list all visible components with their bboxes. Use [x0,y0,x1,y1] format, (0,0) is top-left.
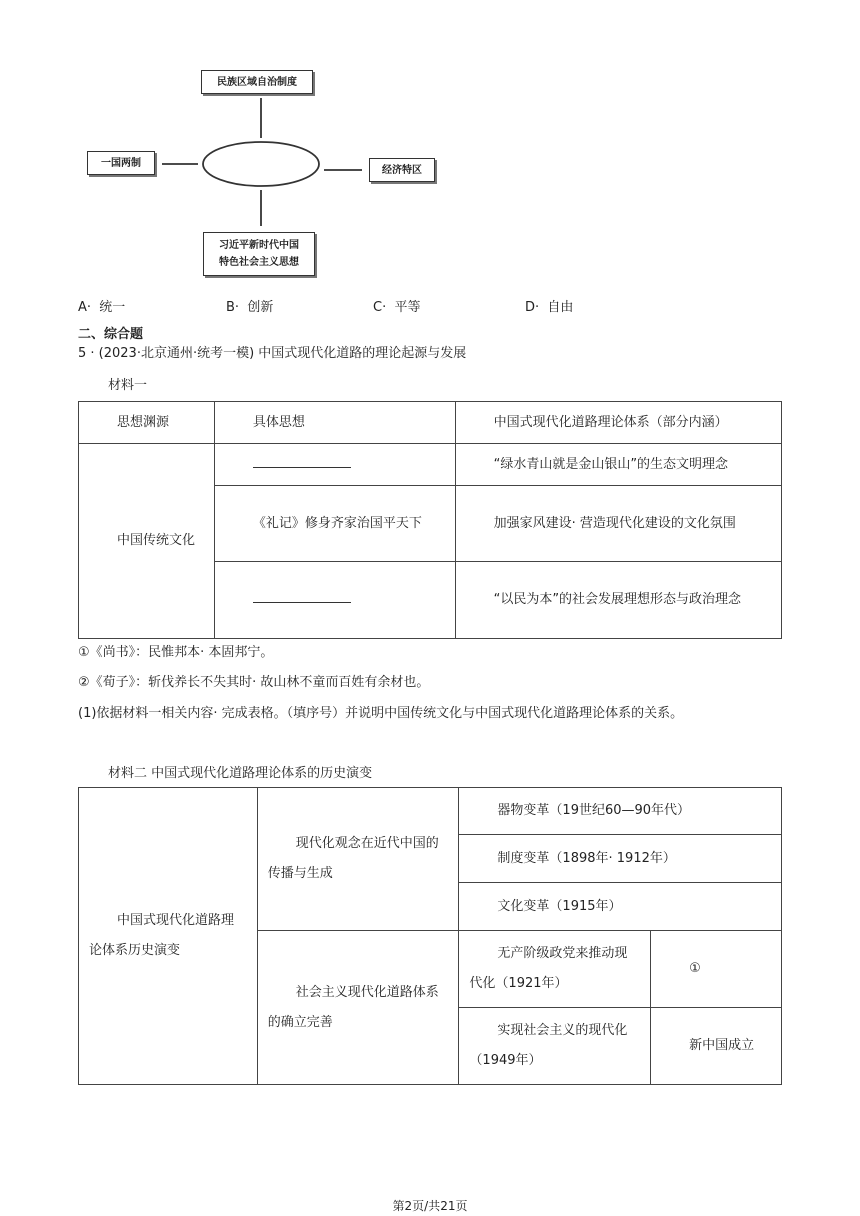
table-row [79,788,782,835]
sub-question-1: (1)依据材料一相关内容· 完成表格。（填序号）并说明中国传统文化与中国式现代化道路理论体系的关系。 [78,706,684,721]
header-content: 中国式现代化道路理论体系（部分内涵） [455,402,781,444]
question-title: 5 · (2023·北京通州·统考一模) 中国式现代化道路的理论起源与发展 [78,346,467,361]
diagram-box-right: 经济特区 [369,158,435,182]
option-d[interactable]: D· 自由 [525,300,574,315]
fill-blank-line [253,461,351,468]
stage1-item-1: 器物变革（19世纪60—90年代） [459,788,782,835]
section-title: 二、综合题 [78,327,144,342]
blank-cell-1[interactable] [214,444,455,486]
stage2-item-2: 实现社会主义的现代化（1949年） [459,1008,651,1085]
stage2-item-1: 无产阶级政党来推动现代化（1921年） [459,931,651,1008]
note-2: ②《荀子》：斩伐养长不失其时· 故山林不童而百姓有余材也。 [78,675,430,690]
option-c[interactable]: C· 平等 [373,300,421,315]
option-a[interactable]: A· 统一 [78,300,126,315]
stage1-item-2: 制度变革（1898年· 1912年） [459,835,782,883]
table-header-row [79,402,782,444]
diagram-box-bottom: 习近平新时代中国 特色社会主义思想 [203,232,315,276]
diagram-box-left: 一国两制 [87,151,155,175]
material1-label: 材料一 [108,378,148,393]
stage2-note-1[interactable]: ① [651,931,782,1008]
header-source: 思想渊源 [79,402,215,444]
material1-table [78,401,782,639]
stage2-note-2: 新中国成立 [651,1008,782,1085]
material2-label: 材料二 中国式现代化道路理论体系的历史演变 [108,766,373,781]
page-footer: 第2页/共21页 [392,1199,468,1213]
source-cell: 中国传统文化 [79,444,215,639]
center-ellipse [203,142,319,186]
diagram-box-top: 民族区域自治制度 [201,70,313,94]
main-cell: 中国式现代化道路理论体系历史演变 [79,788,258,1085]
header-thought: 具体思想 [214,402,455,444]
blank-cell-3[interactable] [214,562,455,639]
option-b[interactable]: B· 创新 [226,300,274,315]
content-cell-2: 加强家风建设· 营造现代化建设的文化氛围 [455,486,781,562]
material2-table [78,787,782,1085]
fill-blank-line [253,596,351,603]
table-row [79,444,782,486]
stage2-cell: 社会主义现代化道路体系的确立完善 [257,931,459,1085]
stage1-cell: 现代化观念在近代中国的传播与生成 [257,788,459,931]
note-1: ①《尚书》：民惟邦本· 本固邦宁。 [78,645,274,660]
diagram-connectors [0,0,860,290]
stage1-item-3: 文化变革（1915年） [459,883,782,931]
content-cell-1: “绿水青山就是金山银山”的生态文明理念 [455,444,781,486]
content-cell-3: “以民为本”的社会发展理想形态与政治理念 [455,562,781,639]
thought-cell-2: 《礼记》修身齐家治国平天下 [214,486,455,562]
